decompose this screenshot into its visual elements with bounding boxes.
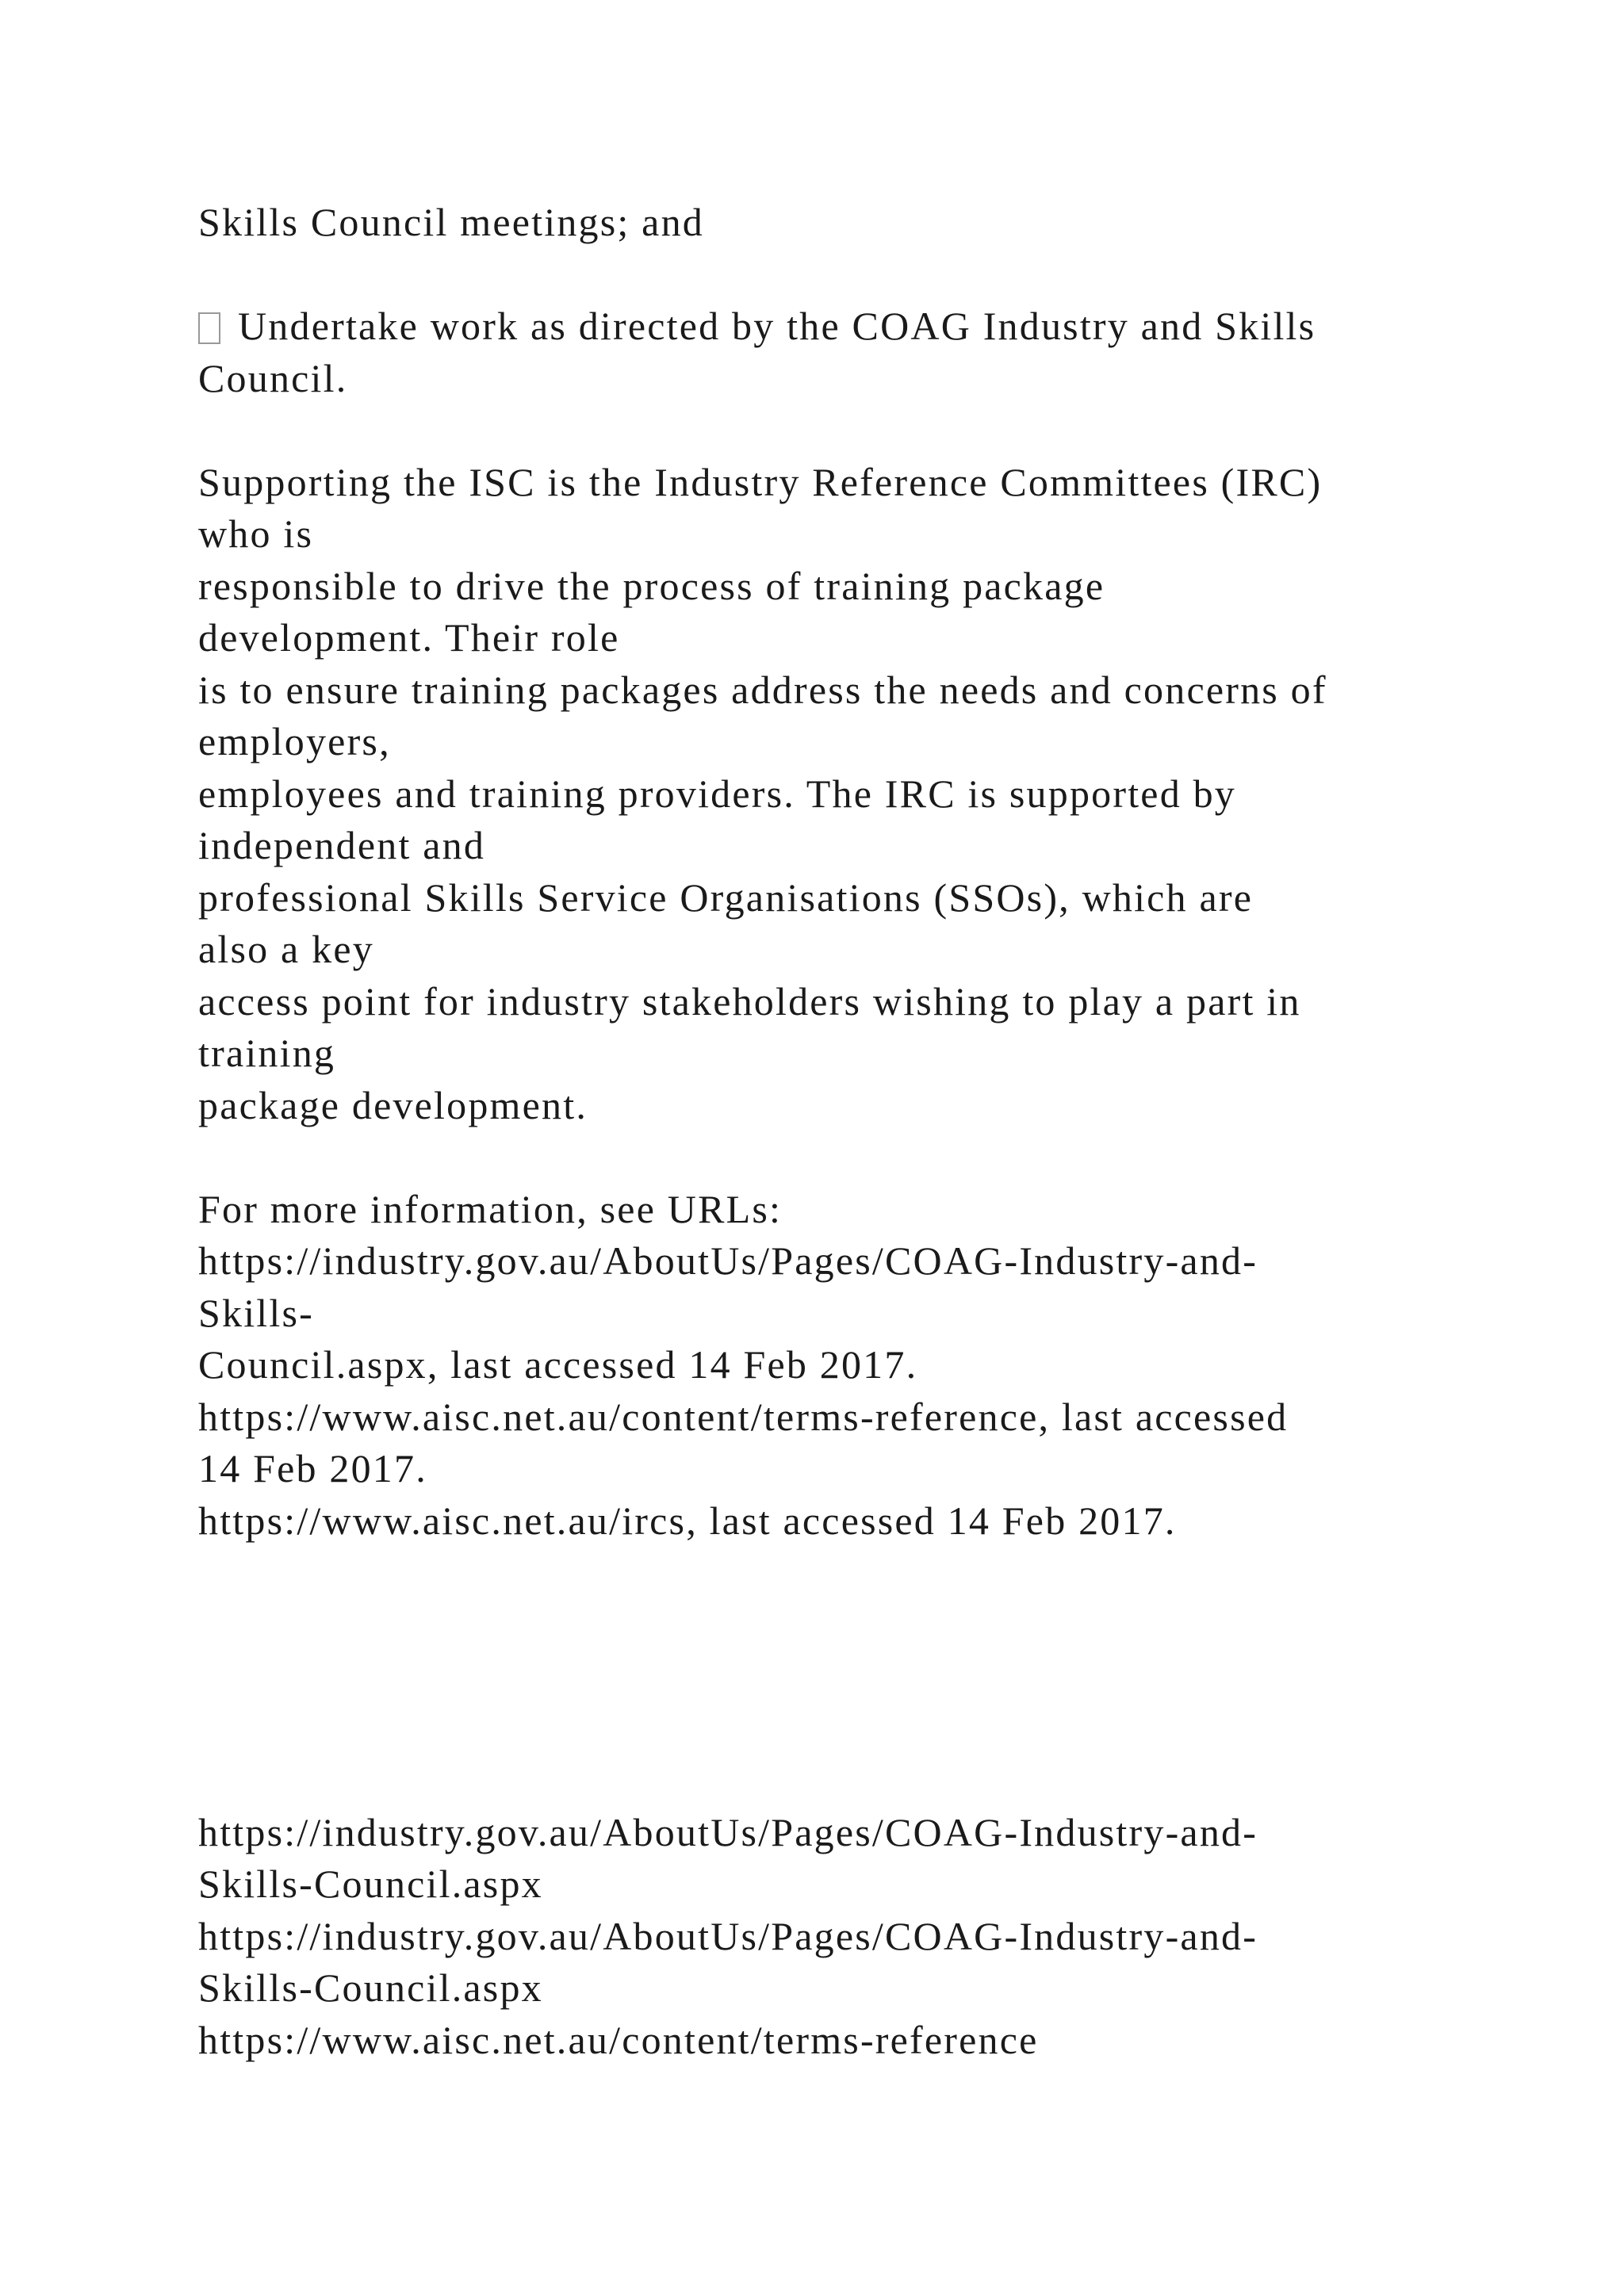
- reference-line: https://www.aisc.net.au/content/terms-reference, last accessed: [198, 1394, 1289, 1439]
- references-block: [198, 1184, 1499, 1548]
- reference-line: https://www.aisc.net.au/ircs, last accessed 14 Feb 2017.: [198, 1498, 1177, 1543]
- paragraph-line: professional Skills Service Organisations (SSOs), which are: [198, 874, 1254, 920]
- paragraph-line: independent and: [198, 823, 486, 867]
- paragraph-line: employers,: [198, 719, 391, 763]
- blank-space: [198, 1547, 1499, 1807]
- paragraph-line: who is: [198, 511, 314, 556]
- url-link[interactable]: Skills-Council.aspx: [198, 1965, 543, 2010]
- paragraph: [198, 457, 1499, 1132]
- url-link[interactable]: https://industry.gov.au/AboutUs/Pages/COAG-Industry-and-: [198, 1913, 1258, 1958]
- references-heading: For more information, see URLs:: [198, 1186, 783, 1231]
- reference-line: Skills-: [198, 1290, 314, 1335]
- paragraph-line: also a key: [198, 927, 374, 971]
- blank-line: [198, 249, 1499, 301]
- paragraph-line: is to ensure training packages address the needs and concerns of: [198, 667, 1327, 712]
- paragraph-line: training: [198, 1031, 336, 1075]
- paragraph-line: access point for industry stakeholders wishing to play a part in: [198, 978, 1301, 1024]
- links-block: [198, 1807, 1499, 2067]
- reference-line: 14 Feb 2017.: [198, 1446, 427, 1490]
- reference-line: https://industry.gov.au/AboutUs/Pages/COAG-Industry-and-: [198, 1238, 1258, 1283]
- url-link[interactable]: https://industry.gov.au/AboutUs/Pages/COAG-Industry-and-: [198, 1809, 1258, 1854]
- reference-line: Council.aspx, last accessed 14 Feb 2017.: [198, 1342, 918, 1387]
- paragraph-line: development. Their role: [198, 615, 620, 660]
- bullet-item: [198, 300, 1499, 353]
- paragraph-line: package development.: [198, 1082, 588, 1127]
- paragraph-line: employees and training providers. The IRC is supported by: [198, 771, 1236, 816]
- bullet-box-icon: [198, 312, 220, 344]
- url-link[interactable]: Skills-Council.aspx: [198, 1862, 543, 1906]
- bullet-text: Undertake work as directed by the COAG Industry and Skills: [238, 304, 1316, 348]
- url-link[interactable]: https://www.aisc.net.au/content/terms-reference: [198, 2017, 1039, 2062]
- paragraph-line: responsible to drive the process of training package: [198, 563, 1105, 608]
- paragraph-line: Supporting the ISC is the Industry Reference Committees (IRC): [198, 459, 1323, 504]
- intro-line: Skills Council meetings; and: [198, 200, 704, 244]
- blank-line: [198, 404, 1499, 457]
- blank-line: [198, 1131, 1499, 1184]
- bullet-text-continued: Council.: [198, 355, 348, 400]
- document-body: [198, 197, 1499, 2066]
